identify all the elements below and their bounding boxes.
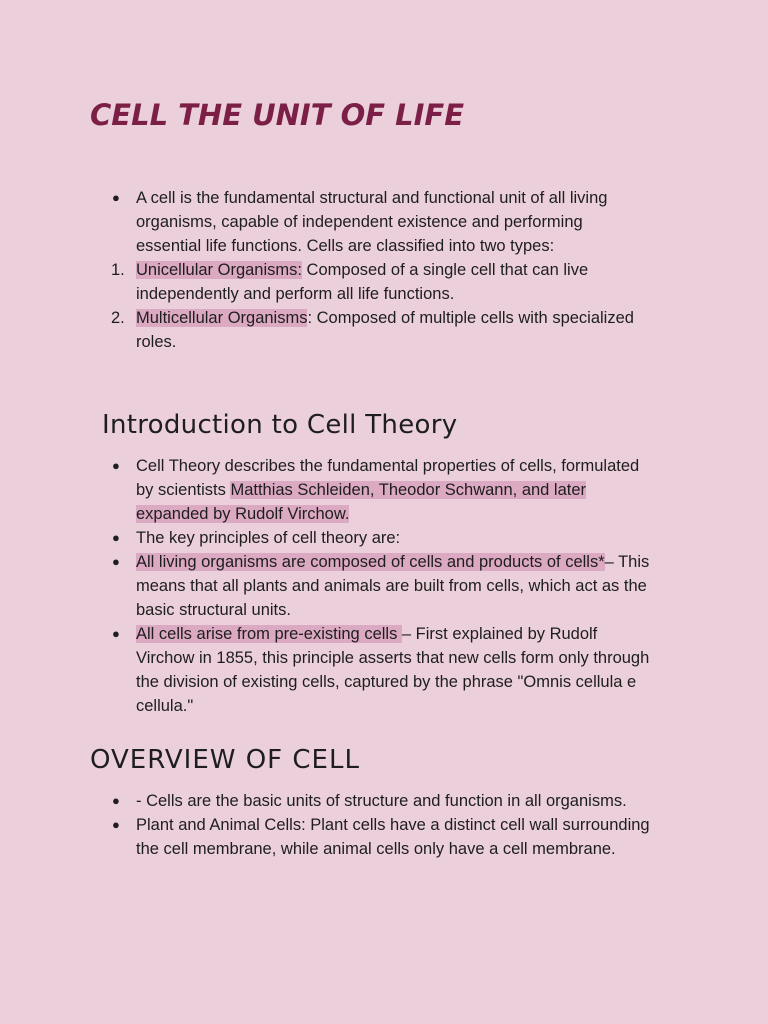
list-number: 2. (111, 309, 125, 327)
highlighted-text: All living organisms are composed of cells and products of cells* (136, 553, 605, 571)
bullet-icon: ● (112, 626, 120, 641)
list-item-text: : Composed of multiple cells with specialized roles. (136, 309, 634, 351)
highlighted-text: Matthias Schleiden, Theodor Schwann, and later expanded by Rudolf Virchow. (136, 481, 587, 523)
list-item (90, 622, 650, 718)
list-number: 1. (111, 261, 125, 279)
list-item-text: - Cells are the basic units of structure and function in all organisms. (136, 792, 627, 810)
list-item-text: – First explained by Rudolf Virchow in 1855, this principle asserts that new cells form only through the division of existing cells, captured by the phrase "Omnis cellula e cellula." (136, 625, 650, 715)
list-item (90, 526, 650, 550)
cell-theory-list (90, 454, 650, 718)
list-item (90, 789, 650, 813)
bullet-icon: ● (112, 530, 120, 545)
highlighted-term: Unicellular Organisms: (136, 261, 302, 279)
list-item-text: The key principles of cell theory are: (136, 529, 401, 547)
section-heading-cell-theory: Introduction to Cell Theory (102, 410, 458, 440)
highlighted-term: Multicellular Organisms (136, 309, 308, 327)
list-item (90, 813, 650, 861)
bullet-icon: ● (112, 458, 120, 473)
definition-list (90, 186, 650, 354)
overview-list (90, 789, 650, 861)
page-title: CELL THE UNIT OF LIFE (90, 98, 465, 132)
highlighted-text: All cells arise from pre-existing cells (136, 625, 402, 643)
list-item-text: – This means that all plants and animals are built from cells, which act as the basic structural units. (136, 553, 650, 619)
list-item (90, 186, 650, 258)
bullet-icon: ● (112, 817, 120, 832)
bullet-icon: ● (112, 190, 120, 205)
list-item-text: Cell Theory describes the fundamental properties of cells, formulated by scientists (136, 457, 640, 499)
bullet-icon: ● (112, 793, 120, 808)
list-item-text: Composed of a single cell that can live independently and perform all life functions. (136, 261, 589, 303)
list-item (90, 306, 650, 354)
list-item (90, 454, 650, 526)
list-item-text: Plant and Animal Cells: Plant cells have a distinct cell wall surrounding the cell membrane, while animal cells only have a cell membrane. (136, 816, 650, 858)
bullet-icon: ● (112, 554, 120, 569)
section-heading-overview: OVERVIEW OF CELL (90, 745, 360, 775)
list-item (90, 550, 650, 622)
list-item (90, 258, 650, 306)
list-item-text: A cell is the fundamental structural and functional unit of all living organisms, capable of independent existence and performing essential life functions. Cells are classified into two types: (136, 189, 608, 255)
